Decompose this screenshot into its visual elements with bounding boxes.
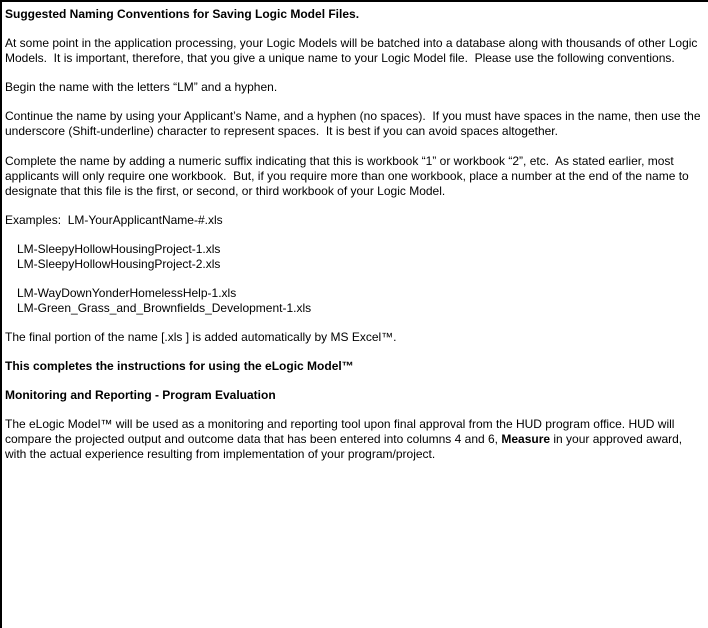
example-filename: LM-SleepyHollowHousingProject-1.xls: [17, 242, 221, 256]
paragraph-final-portion: The final portion of the name [.xls ] is added automatically by MS Excel™.: [5, 330, 397, 344]
paragraph-intro: At some point in the application processing, your Logic Models will be batched into a database along with thousands of other Logic Models. It is important, therefore, that you give a unique name to your Logic Model file. Please use the following conventions.: [5, 36, 701, 65]
paragraph-monitoring-bold-measure: Measure: [501, 432, 551, 446]
heading-monitoring-reporting: Monitoring and Reporting - Program Evaluation: [5, 388, 276, 402]
examples-label: Examples: LM-YourApplicantName-#.xls: [5, 213, 223, 227]
paragraph-monitoring: [5, 417, 706, 462]
paragraph-monitoring-text-2: in your approved award, with the actual experience resulting from implementation of your program/project.: [5, 432, 686, 461]
document-body: [5, 7, 706, 462]
example-group-2: [5, 286, 706, 316]
example-filename: LM-SleepyHollowHousingProject-2.xls: [17, 257, 221, 271]
document-heading: Suggested Naming Conventions for Saving Logic Model Files.: [5, 7, 360, 21]
paragraph-monitoring-text-1: The eLogic Model™ will be used as a monitoring and reporting tool upon final approval from the HUD program office. HUD will compare the projected output and outcome data that has been entered into columns 4 and 6,: [5, 417, 678, 446]
paragraph-continue-name: Continue the name by using your Applicant’s Name, and a hyphen (no spaces). If you must have spaces in the name, then use the underscore (Shift-underline) character to represent spaces. It is best if you can avoid spaces altogether.: [5, 109, 704, 138]
example-filename: LM-WayDownYonderHomelessHelp-1.xls: [17, 286, 237, 300]
paragraph-complete-name: Complete the name by adding a numeric suffix indicating that this is workbook “1” or workbook “2”, etc. As stated earlier, most applicants will only require one workbook. But, if you require more than one workbook, place a number at the end of the name to designate that this file is the first, or second, or third workbook of your Logic Model.: [5, 154, 693, 198]
example-group-1: [5, 242, 706, 272]
example-filename: LM-Green_Grass_and_Brownfields_Development-1.xls: [17, 301, 312, 315]
heading-completes-instructions: This completes the instructions for using the eLogic Model™: [5, 359, 354, 373]
paragraph-begin-name: Begin the name with the letters “LM” and a hyphen.: [5, 80, 278, 94]
